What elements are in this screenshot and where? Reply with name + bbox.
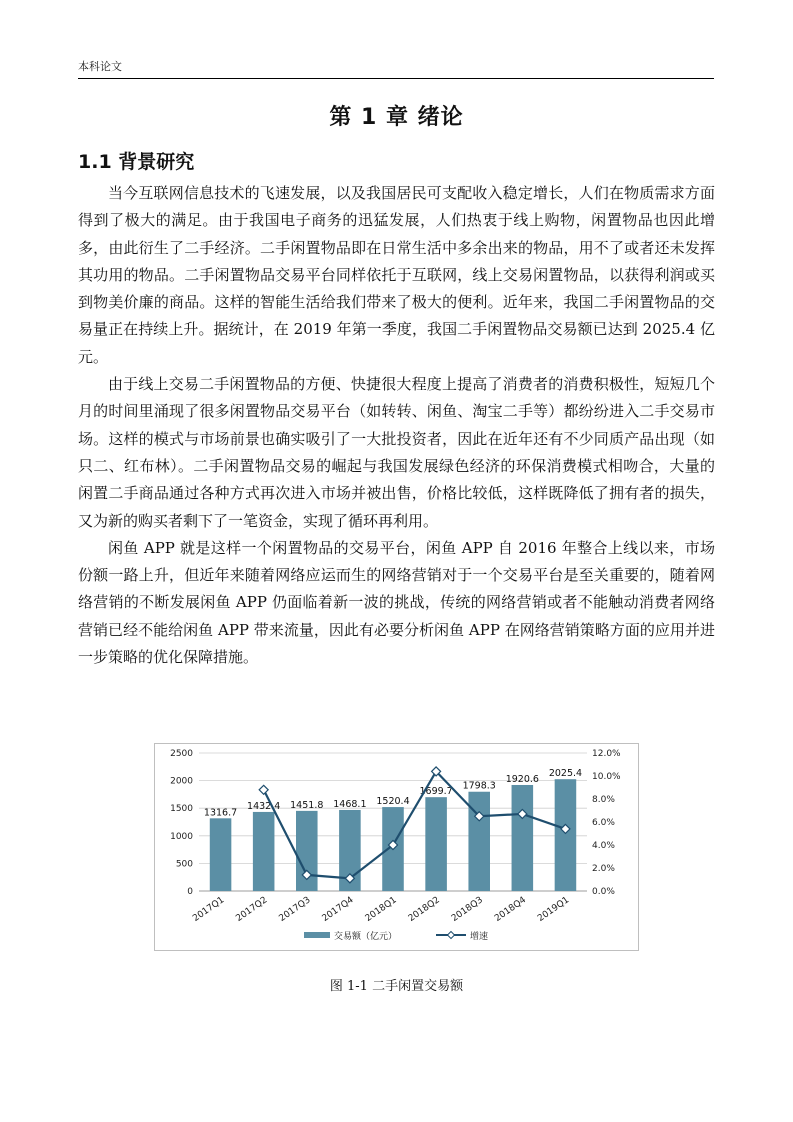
bar-data-label: 1451.8	[290, 799, 324, 811]
x-tick-label: 2017Q3	[277, 895, 313, 924]
right-tick-label: 10.0%	[592, 772, 621, 782]
right-tick-label: 8.0%	[592, 795, 615, 805]
header-rule	[78, 78, 714, 79]
left-tick-label: 1500	[170, 804, 193, 815]
x-tick-label: 2017Q2	[234, 895, 270, 924]
paragraph-2: 由于线上交易二手闲置物品的方便、快捷很大程度上提高了消费者的消费积极性，短短几个月的时间里涌现了很多闲置物品交易平台（如转转、闲鱼、淘宝二手等）都纷纷进入二手交易市场。这样的模式与市场前景也确实吸引了一大批投资者，因此在近年还有不少同质产品出现（如只二、红布林）。二手闲置物品交易的崛起与我国发展绿色经济的环保消费模式相吻合，大量的闲置二手商品通过各种方式再次进入市场并被出售，价格比较低，这样既降低了拥有者的损失，又为新的购买者剩下了一笔资金，实现了循环再利用。	[78, 375, 715, 530]
right-tick-label: 2.0%	[592, 864, 615, 874]
paragraph-3: 闲鱼 APP 就是这样一个闲置物品的交易平台，闲鱼 APP 自 2016 年整合上线以来，市场份额一路上升，但近年来随着网络应运而生的网络营销对于一个交易平台是至关重要的，随着网络营销的不断发展闲鱼 APP 仍面临着新一波的挑战，传统的网络营销或者不能触动消费者网络营销已经不能给闲鱼 APP 带来流量，因此有必要分析闲鱼 APP 在网络营销策略方面的应用并进一步策略的优化保障措施。	[78, 538, 715, 667]
x-tick-label: 2018Q4	[493, 895, 529, 924]
left-tick-label: 2500	[170, 749, 193, 759]
x-tick-label: 2017Q1	[191, 895, 227, 924]
legend-bar-label: 交易额（亿元）	[334, 932, 398, 942]
bar-data-label: 1798.3	[462, 780, 496, 792]
x-tick-label: 2019Q1	[536, 895, 572, 924]
bar	[210, 818, 232, 891]
bar	[425, 797, 447, 891]
right-tick-label: 12.0%	[592, 749, 621, 759]
bar	[253, 812, 275, 891]
left-tick-label: 0	[187, 887, 193, 897]
paragraph-1: 当今互联网信息技术的飞速发展，以及我国居民可支配收入稳定增长，人们在物质需求方面得到了极大的满足。由于我国电子商务的迅猛发展，人们热衷于线上购物，闲置物品也因此增多，由此衍生了二手经济。二手闲置物品即在日常生活中多余出来的物品，用不了或者还未发挥其功用的物品。二手闲置物品交易平台同样依托于互联网，线上交易闲置物品，以获得利润或买到物美价廉的商品。这样的智能生活给我们带来了极大的便利。近年来，我国二手闲置物品的交易量正在持续上升。据统计，在 2019 年第一季度，我国二手闲置物品交易额已达到 2025.4 亿元。	[78, 184, 715, 366]
right-tick-label: 0.0%	[592, 887, 615, 897]
right-tick-label: 4.0%	[592, 841, 615, 851]
bar-data-label: 1699.7	[419, 786, 453, 798]
bar	[468, 792, 490, 891]
x-tick-label: 2018Q1	[363, 895, 399, 924]
body-text	[78, 180, 715, 671]
bar-data-label: 1316.7	[203, 807, 238, 819]
right-tick-label: 6.0%	[592, 818, 615, 828]
figure-caption: 图 1-1 二手闲置交易额	[329, 979, 464, 994]
legend-line-label: 增速	[470, 932, 489, 942]
x-tick-label: 2018Q2	[406, 895, 442, 924]
bar-data-label: 1520.4	[376, 796, 410, 808]
x-tick-label: 2018Q3	[449, 895, 485, 924]
left-tick-label: 1000	[170, 831, 193, 842]
running-header: 本科论文	[78, 60, 122, 73]
left-tick-label: 500	[175, 859, 193, 870]
chart-svg	[154, 743, 639, 951]
chapter-title: 第 1 章 绪论	[329, 105, 464, 130]
trade-volume-chart	[154, 743, 639, 951]
bar	[555, 779, 577, 891]
bar-data-label: 1468.1	[333, 798, 367, 810]
left-tick-label: 2000	[170, 776, 193, 787]
x-tick-label: 2017Q4	[320, 895, 356, 924]
bar-data-label: 2025.4	[548, 768, 583, 780]
legend-bar-swatch	[304, 932, 330, 938]
bar-data-label: 1920.6	[505, 773, 539, 785]
bar-data-label: 1432.4	[247, 800, 281, 812]
bar	[512, 785, 534, 891]
section-title: 1.1 背景研究	[78, 151, 195, 173]
